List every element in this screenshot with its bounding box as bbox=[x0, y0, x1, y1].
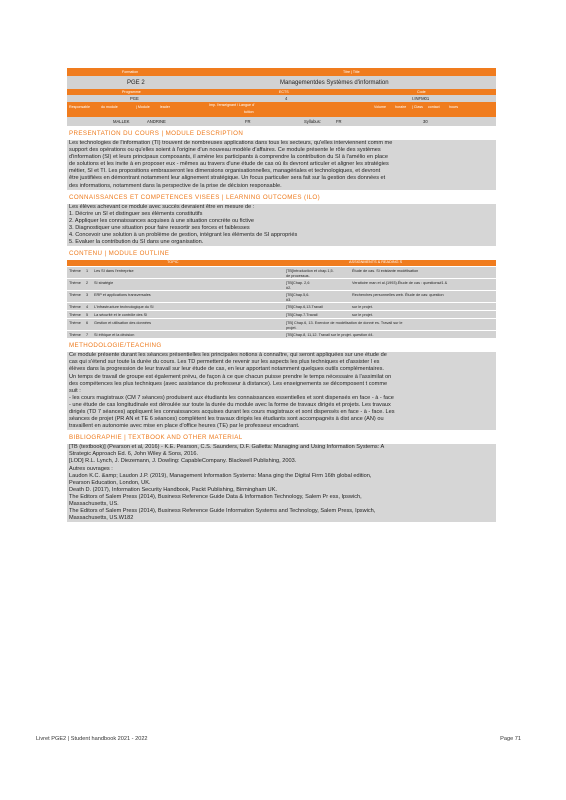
competences-line: 5. Évaluer la contribution du SI dans une organisation. bbox=[69, 239, 204, 246]
language-value: FR bbox=[245, 119, 251, 124]
biblio-line: Autres ouvrages : bbox=[69, 465, 113, 472]
methodo-line: travaillent en autonomie avec mise en place d'office heures (TE) par le professeur encadrant. bbox=[69, 423, 300, 430]
biblio-line: The Editors of Salem Press (2014), Business Reference Guide Data & Information Technology, Salem Pr ess, Ipswich, bbox=[69, 493, 362, 500]
competences-line: 3. Diagnostiquer une situation pour faire ressortir ses forces et faiblesses bbox=[69, 224, 250, 231]
col-module: | Module bbox=[136, 105, 150, 109]
outline-row bbox=[67, 302, 496, 310]
formation-label: Formation bbox=[122, 70, 139, 74]
outline-topic: SI stratégie bbox=[94, 280, 114, 285]
outline-theme: Thème bbox=[69, 320, 81, 325]
outline-theme: Thème bbox=[69, 292, 81, 297]
outline-theme-number: 6 bbox=[86, 320, 89, 325]
col-responsable: Responsable bbox=[69, 105, 90, 109]
methodo-line: dirigés (TD 7 séances) appliquent les connaissances acquises durant les cours magistraux et sont dispensés en face - à - face. Les bbox=[69, 408, 395, 415]
page-number: Page 71 bbox=[500, 736, 521, 742]
competences-line: Les élèves achevant ce module avec succès devraient être en mesure de : bbox=[69, 203, 255, 210]
col-langue: Imp. l'enseignant / Langue d' bbox=[209, 103, 255, 107]
outline-theme: Thème bbox=[69, 304, 81, 309]
outline-theme-number: 2 bbox=[86, 280, 89, 285]
biblio-line: Massachusetts, US.W182 bbox=[69, 515, 134, 522]
outline-topic: SI éthique et la décision bbox=[94, 332, 135, 337]
outline-topic: Gestion et utilisation des données bbox=[94, 320, 151, 325]
footer-handbook: Livret PGE2 | Student handbook 2021 - 2022 bbox=[36, 736, 148, 742]
biblio-line: [TB (textbook)] (Pearson et al, 2016) - K.E. Pearson, C.S. Saunders, D.F. Galletta: Managing and Using Information Systems: A bbox=[69, 444, 385, 451]
competences-title: CONNAISSANCES ET COMPETENCES VISEES | LEARNING OUTCOMES (ILO) bbox=[69, 193, 321, 201]
outline-theme: Thème bbox=[69, 312, 81, 317]
methodo-line: - une étude de cas longitudinale est déroulée sur toute la durée du module avec la forme de travaux dirigés et projets. Les travaux bbox=[69, 401, 391, 408]
syllabus-page bbox=[67, 68, 496, 522]
outline-theme-number: 7 bbox=[86, 332, 89, 337]
presentation-line: métier, SI et TI. Les propositions embrasseront les dimensions organisationnelles, managériales et technologiques, et devront bbox=[69, 168, 381, 175]
ects-value: 4 bbox=[285, 96, 288, 101]
biblio-text bbox=[67, 444, 496, 522]
outline-rows bbox=[67, 266, 496, 338]
methodo-text bbox=[67, 352, 496, 430]
outline-assignment: sur le projet. bbox=[352, 312, 373, 317]
methodo-line: Ce module présente durant les séances présentielles les principales notions à connaître, qui seront appliquées sur une étude de bbox=[69, 352, 387, 359]
presentation-line: Les technologies de l'information (TI) trouvent de nombreuses applications dans tous les secteurs, qu'elles interviennent comm me bbox=[69, 140, 393, 146]
presentation-title: PRESENTATION DU COURS | MODULE DESCRIPTION bbox=[69, 130, 244, 137]
outline-reading-continued: de processus. bbox=[286, 273, 310, 278]
outline-reading-continued: #3. bbox=[286, 297, 292, 302]
outline-assignment: Recherches personnelles web. Étude de cas: question bbox=[352, 292, 444, 297]
outline-reading-continued: projet. bbox=[286, 325, 297, 330]
methodo-line: - les cours magistraux (CM 7 séances) produisent aux étudiants les connaissances essentielles et sont dispensés en face - à - face bbox=[69, 394, 394, 401]
contenu-title: CONTENU | MODULE OUTLINE bbox=[69, 250, 170, 258]
header-programme-row bbox=[67, 95, 496, 102]
outline-row bbox=[67, 266, 496, 278]
outline-theme-number: 5 bbox=[86, 312, 89, 317]
methodo-line: élèves dans la progression de leur travail sur leur étude de cas, en leur apportant notamment quelques outils complémentaires. bbox=[69, 366, 384, 373]
programme-label: Programme bbox=[122, 90, 141, 94]
methodo-line: séances de projet (PR AN et TE 6 séances) complètent les travaux dirigés les étudiants sont accompagnés à dist ance (AN) ou bbox=[69, 416, 384, 423]
outline-theme-number: 3 bbox=[86, 292, 89, 297]
outline-reading: [TB]Chap.5,6. bbox=[286, 292, 310, 297]
code-value: PGE 2 bbox=[127, 79, 145, 86]
presentation-line: être justifiées en démontrant notamment leur alignement stratégique. Un focus particulier sera fait sur la gestion des données et bbox=[69, 175, 386, 182]
header-formation-bar bbox=[67, 68, 496, 76]
outline-theme: Thème bbox=[69, 280, 81, 285]
col-leader: leader bbox=[160, 105, 170, 109]
presentation-line: support des opérations ou qu'elles soient à l'origine d'un nouveau modèle d'affaires. Ce module présente le rôle des systèmes bbox=[69, 147, 381, 154]
outline-row bbox=[67, 318, 496, 330]
module-title: Managementdes Systèmes d'information bbox=[280, 79, 389, 86]
outline-topic: La sécurité et le contrôle des SI bbox=[94, 312, 148, 317]
outline-reading: [TB]Chap.7.Travail bbox=[286, 312, 318, 317]
biblio-line: Pearson Education, London, UK. bbox=[69, 479, 151, 486]
outline-topic: Les SI dans l'entreprise bbox=[94, 268, 134, 273]
col-hours: hours bbox=[449, 105, 458, 109]
header-responsable-row bbox=[67, 117, 496, 126]
methodo-line: cas qui s'étend sur toute la durée du cours. Les TD permettent de revenir sur les aspects les plus techniques et d'assister l es bbox=[69, 359, 380, 366]
presentation-line: des informations, notamment dans la perspective de la prise de décision responsable. bbox=[69, 182, 282, 189]
outline-row bbox=[67, 310, 496, 318]
outline-theme: Thème bbox=[69, 268, 81, 273]
competences-line: 1. Décrire un SI et distinguer ses éléments constitutifs bbox=[69, 210, 203, 217]
outline-theme-number: 1 bbox=[86, 268, 89, 273]
outline-row bbox=[67, 330, 496, 338]
competences-text bbox=[67, 204, 496, 247]
header-title-row bbox=[67, 76, 496, 89]
col-du-module: du module bbox=[101, 105, 118, 109]
code-value-2: I.INFM01 bbox=[412, 96, 430, 101]
methodo-line: suit : bbox=[69, 387, 81, 394]
biblio-title: BIBLIOGRAPHIE | TEXTBOOK AND OTHER MATERIAL bbox=[69, 434, 243, 442]
leader-firstname: ANDRINE bbox=[147, 119, 166, 124]
presentation-text bbox=[67, 140, 496, 190]
programme-value: PGE bbox=[130, 96, 139, 101]
syllabus-language: FR bbox=[336, 119, 342, 124]
biblio-line: Death D. (2017), Information Security Handbook, Packt Publishing, Birmingham UK. bbox=[69, 486, 277, 493]
col-horaire: horaire bbox=[395, 105, 407, 109]
header-responsable-bar bbox=[67, 102, 496, 117]
biblio-line: Strategic Approach Ed. 6, John Wiley & Sons, 2016. bbox=[69, 451, 199, 458]
presentation-line: de solutions et les invite à en proposer eux - mêmes au travers d'une étude de cas où ils devront articuler et aligner les stratégies bbox=[69, 161, 389, 168]
outline-assignment: Veraitoire man et al.(1993).Étude de cas : questions#1 & bbox=[352, 280, 448, 285]
leader-lastname: MALLEK bbox=[113, 119, 130, 124]
methodo-line: des compétences les plus techniques (avec assistance du professeur à distance). Les enseignements se décomposent t comme bbox=[69, 380, 388, 387]
methodo-line: Un temps de travail de groupe est également prévu, de façon à ce que chacun puisse prendre le temps nécessaire à l'assimilat on bbox=[69, 373, 392, 380]
outline-topic: L'infrastructure technologique du SI bbox=[94, 304, 154, 309]
competences-line: 4. Concevoir une solution à un problème de gestion, intégrant les éléments de SI appropriés bbox=[69, 232, 298, 239]
outline-reading: [TB] Chap.6, 13. Exercice de modélisation de donné es. Travail sur le bbox=[286, 320, 403, 325]
col-class: | Class bbox=[412, 105, 423, 109]
hours-value: 30 bbox=[423, 119, 428, 124]
biblio-line: Massachusetts, US. bbox=[69, 501, 119, 507]
col-contact: contact bbox=[428, 105, 440, 109]
biblio-line: The Editors of Salem Press (2014), Business Reference Guide Information Systems and Technology, Salem Press, Ipswich, bbox=[69, 508, 376, 515]
title-label: Titre | Title bbox=[343, 70, 360, 74]
assignments-header: ASSIGNMENTS & READING S bbox=[349, 260, 403, 265]
outline-theme-number: 4 bbox=[86, 304, 89, 309]
outline-theme: Thème bbox=[69, 332, 81, 337]
code-label: Code bbox=[417, 90, 426, 94]
competences-line: 2. Appliquer les connaissances acquises à une situation concrète ou fictive bbox=[69, 217, 255, 224]
outline-reading: [TB]Chap.8, 11,12. Travail sur le projet. question #4. bbox=[286, 332, 374, 337]
methodo-title: METHODOLOGIE/TEACHING bbox=[69, 342, 162, 350]
biblio-line: Laudon K.C. &amp; Laudon J.P. (2019), Management Information Systems: Mana ging the Digital Firm 16th global edition, bbox=[69, 472, 372, 479]
outline-reading: [TB]Chap. 2,6 bbox=[286, 280, 310, 285]
outline-reading-continued: #2. bbox=[286, 285, 292, 290]
col-volume: Volume bbox=[374, 105, 386, 109]
outline-row bbox=[67, 278, 496, 290]
outline-topic: ERP et applications transversales bbox=[94, 292, 151, 297]
outline-row bbox=[67, 290, 496, 302]
presentation-line: d'information (SI) et leurs principaux composants, il amène les participants à comprendre la contribution du SI à l'amélio en place bbox=[69, 154, 388, 161]
outline-reading: [TB]Chap.6,13.Travail bbox=[286, 304, 323, 309]
outline-reading: [TB]Introduction et chap.1,5. bbox=[286, 268, 334, 273]
syllabus-label: Syllabus: bbox=[304, 119, 321, 124]
ects-label: ECTS bbox=[279, 90, 289, 94]
col-tuition: tuition bbox=[244, 110, 254, 114]
outline-assignment: Étude de cas. Si existante modélisation bbox=[352, 268, 419, 273]
outline-assignment: sur le projet. bbox=[352, 304, 373, 309]
biblio-line: [LOD] R.L. Lynch, J. Diezemann, J. Dowling: CapableCompany. Blackwell Publishing, 2003. bbox=[69, 458, 297, 465]
topic-header: TOPIC bbox=[167, 260, 179, 265]
